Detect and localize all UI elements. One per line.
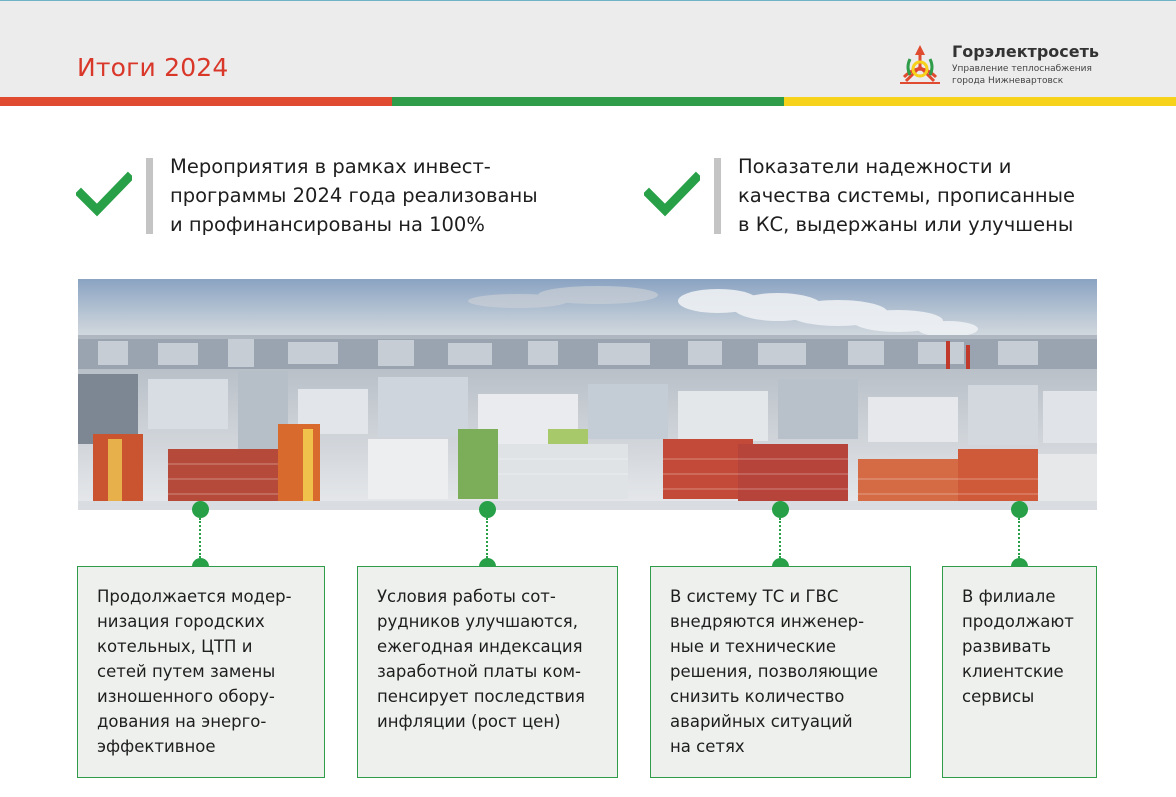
connector-line [199,518,201,558]
card-client-services [942,566,1097,778]
checkmark-icon [76,170,132,218]
achievement-line: и профинансированы на 100% [170,213,485,236]
card-text: Условия работы сот- рудников улучшаются, ежегодная индексация заработной платы ком- пенсирует последствия инфляции (рост цен) [377,587,585,731]
page-title: Итоги 2024 [77,53,229,82]
achievement-divider [146,158,153,234]
achievement-investment [76,150,596,250]
connector-dot [772,501,789,518]
card-modernization [77,566,325,778]
connector-dot [192,501,209,518]
connector-line [486,518,488,558]
checkmark-icon [644,170,700,218]
achievement-line: программы 2024 года реализованы [170,184,538,207]
logo-subtitle [952,63,1092,87]
card-text: Продолжается модер- низация городских котельных, ЦТП и сетей путем замены изношенного обору- дования на энерго- эффективное [97,587,292,756]
card-text: В систему ТС и ГВС внедряются инженер- ные и технические решения, позволяющие снизить количество аварийных ситуаций на сетях [670,587,879,756]
logo-name: Горэлектросеть [952,42,1099,61]
achievement-reliability [644,150,1144,250]
card-staff-conditions [357,566,618,778]
connector-line [779,518,781,558]
connector-line [1018,518,1020,558]
header [0,0,1176,97]
achievement-text [738,152,1075,239]
achievement-line: в КС, выдержаны или улучшены [738,213,1074,236]
stripe-yellow [784,97,1176,106]
stripe-red [0,97,392,106]
achievement-line: качества системы, прописанные [738,184,1075,207]
achievement-text [170,152,538,239]
connector-dot [1011,501,1028,518]
achievement-line: Показатели надежности и [738,155,1012,178]
city-panorama-photo [78,279,1097,510]
achievement-line: Мероприятия в рамках инвест- [170,155,491,178]
logo-subtitle-line-1: Управление теплоснабжения [952,64,1092,74]
achievement-divider [714,158,721,234]
card-text: В филиале продолжают развивать клиентские сервисы [962,587,1074,706]
stripe-green [392,97,784,106]
company-logo [896,41,1116,91]
logo-mark-icon [896,41,944,87]
connector-dot [479,501,496,518]
logo-subtitle-line-2: города Нижневартовск [952,76,1064,86]
city-panorama-illustration [78,279,1097,510]
card-engineering-solutions [650,566,911,778]
